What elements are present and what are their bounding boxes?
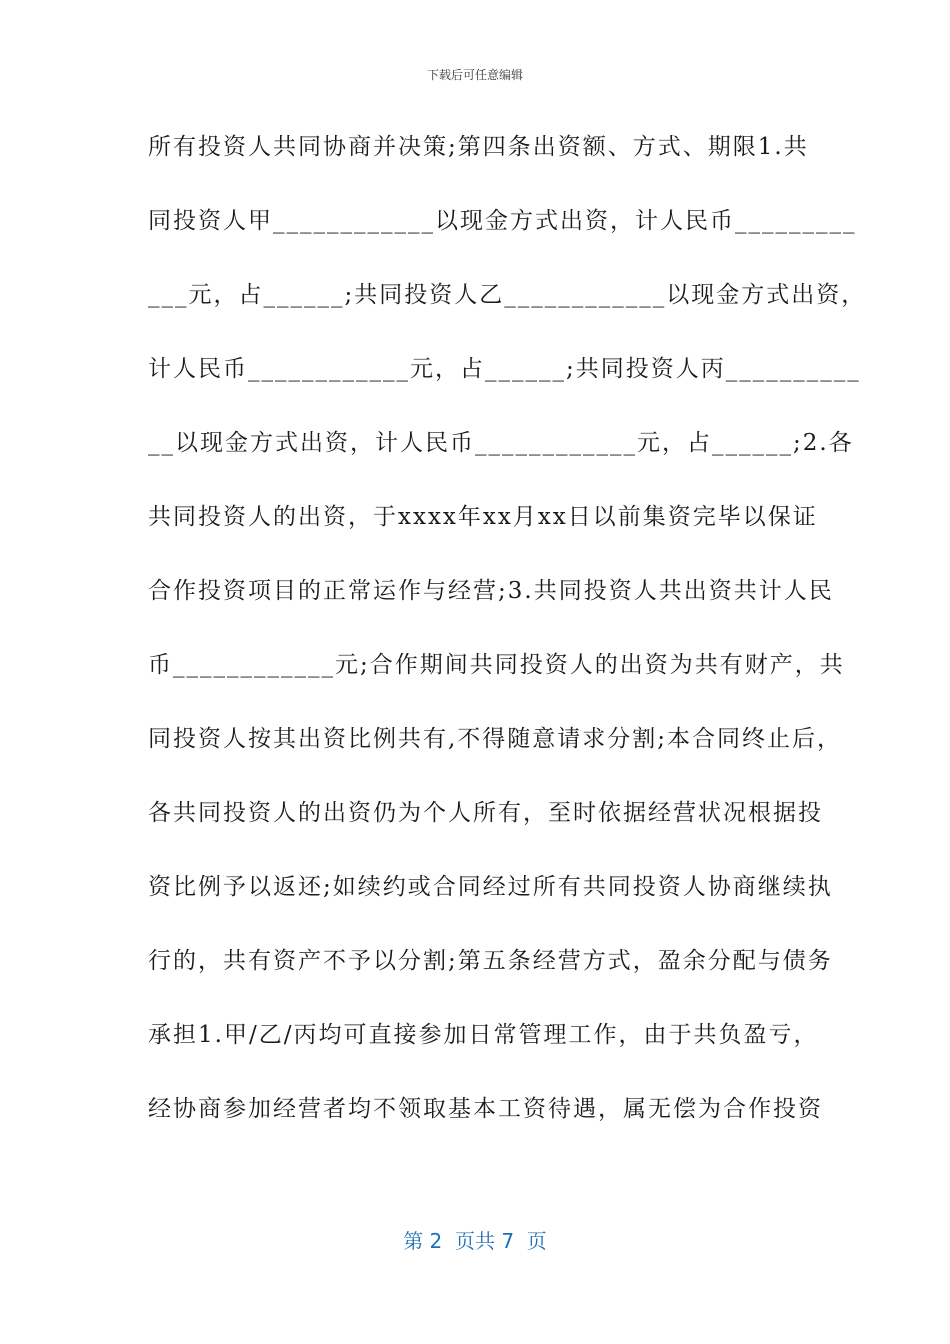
text-line: __以现金方式出资，计人民币____________元，占______;2.各 [148,430,854,456]
text-line: 各共同投资人的出资仍为个人所有，至时依据经营状况根据投 [148,800,823,826]
text-line: 计人民币____________元，占______;共同投资人丙__________ [148,356,861,382]
text-line: ___元，占______;共同投资人乙____________以现金方式出资， [148,282,867,308]
text-line: 同投资人甲____________以现金方式出资，计人民币_________ [148,208,857,234]
header-note: 下载后可任意编辑 [426,68,523,82]
text-line: 币____________元;合作期间共同投资人的出资为共有财产，共 [148,652,845,678]
text-line: 合作投资项目的正常运作与经营;3.共同投资人共出资共计人民 [148,578,834,604]
text-line: 共同投资人的出资，于xxxx年xx月xx日以前集资完毕以保证 [148,504,818,530]
text-line: 承担1.甲/乙/丙均可直接参加日常管理工作，由于共负盈亏， [148,1022,819,1048]
text-line: 经协商参加经营者均不领取基本工资待遇，属无偿为合作投资 [148,1096,823,1122]
document-body [148,124,867,1160]
text-line: 同投资人按其出资比例共有,不得随意请求分割;本合同终止后， [148,726,843,752]
text-line: 所有投资人共同协商并决策;第四条出资额、方式、期限1.共 [148,134,809,160]
text-line: 资比例予以返还;如续约或合同经过所有共同投资人协商继续执 [148,874,833,900]
text-line: 行的，共有资产不予以分割;第五条经营方式，盈余分配与债务 [148,948,833,974]
page-number: 第 2 页共 7 页 [403,1229,547,1253]
